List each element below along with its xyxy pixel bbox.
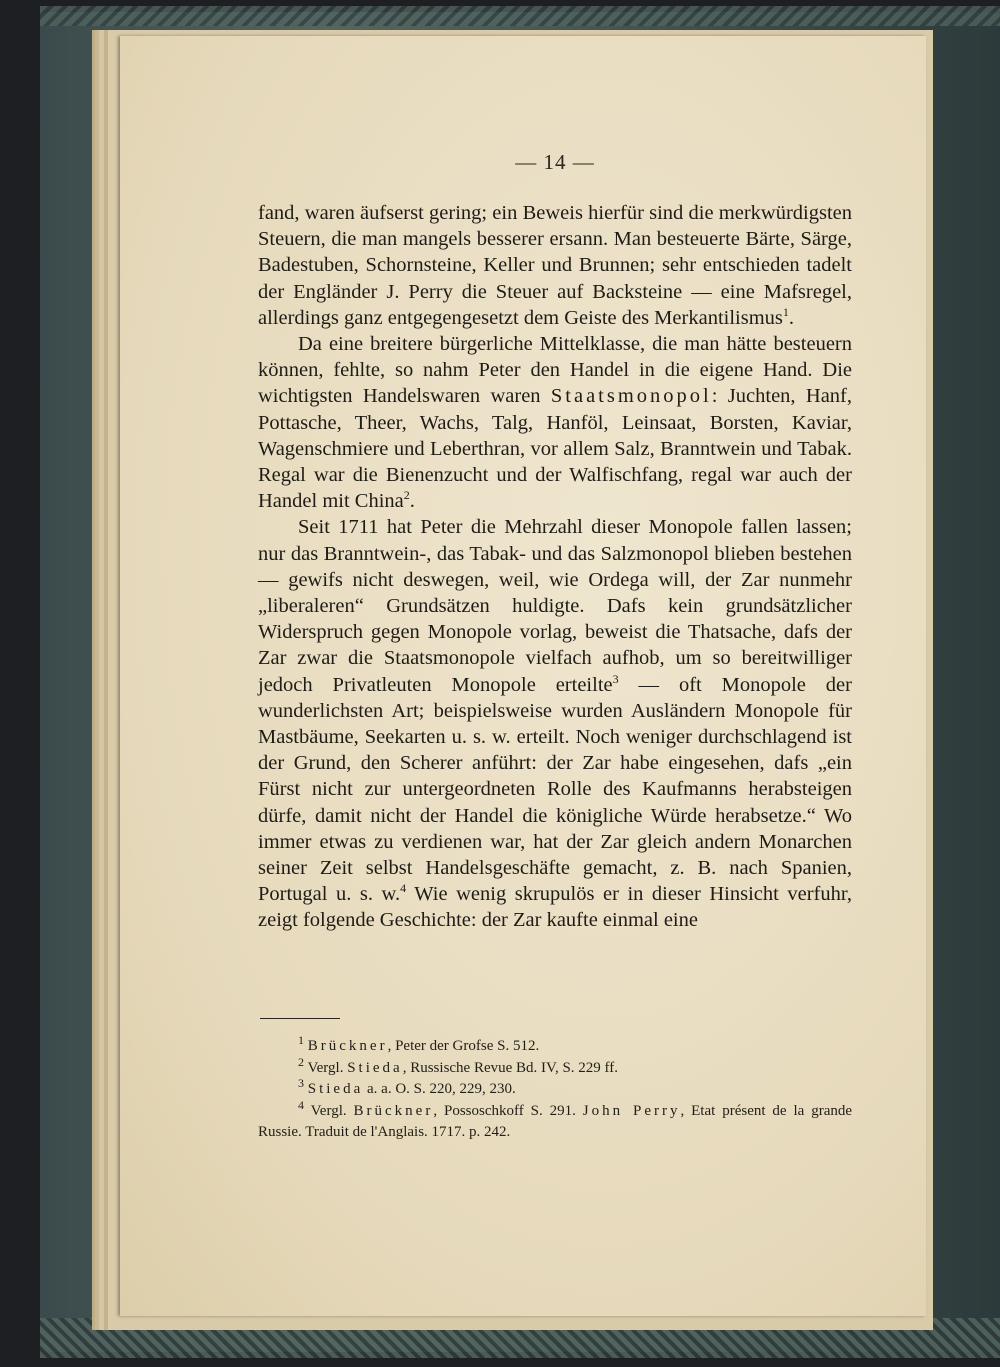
footnote-text: , Possoschkoff S. 291. bbox=[433, 1102, 583, 1119]
footnote-author-2: John Perry bbox=[582, 1102, 681, 1119]
page-number: — 14 — bbox=[515, 150, 595, 174]
footnote-text: , Russische Revue Bd. IV, S. 229 ff. bbox=[402, 1059, 618, 1076]
footnote-author: Brückner bbox=[307, 1038, 388, 1054]
footnote-pre: Vergl. bbox=[310, 1102, 354, 1119]
paragraph-2-end: . bbox=[409, 490, 415, 513]
footnote-author: Stieda bbox=[307, 1081, 364, 1097]
paragraph-1-text: fand, waren äufserst gering; ein Beweis hierfür sind die merkwürdigsten Steuern, die man mangels besserer ersann. Man besteuerte Bärte, Särge, Badestuben, Schornsteine, Keller und Brunnen; sehr entschieden tadelt der Engländer J. Perry die Steuer auf Backsteine — eine Mafsregel, allerdings ganz entgegengesetzt dem Geiste des Merkantilismus bbox=[258, 202, 852, 329]
paragraph-2-text-a: Da eine breitere bürgerliche Mittelklasse, die man hätte besteuern können, fehlte, so nahm Peter den Handel in die eigene Hand. Die wichtigsten Handelswaren waren bbox=[258, 333, 852, 408]
footnote-pre: Vergl. bbox=[307, 1059, 348, 1076]
footnote-mark: 1 bbox=[298, 1033, 304, 1047]
footnote-ref-3: 3 bbox=[612, 671, 619, 686]
footnote-text-2: , Etat présent de la grande Russie. Traduit de l'Anglais. 1717. p. 242. bbox=[258, 1102, 853, 1140]
paragraph-3-text-b: — oft Monopole der wunderlichsten Art; beispielsweise wurden Ausländern Monopole für Mastbäume, Seekarten u. s. w. erteilt. Noch weniger durchschlagend ist der Grund, den Scherer anführt: der Zar habe eingesehen, dafs „ein Fürst nicht zur untergeordneten Rolle des Kaufmanns herabsteigen dürfe, damit nicht der Handel die königliche Würde herabsetze.“ Wo immer etwas zu verdienen war, hat der Zar gleich andern Monarchen seiner Zeit selbst Handelsgeschäfte gemacht, z. B. nach Spanien, Portugal u. s. w. bbox=[258, 673, 852, 906]
paragraph-3 bbox=[258, 514, 852, 933]
footnote-rule bbox=[260, 1018, 340, 1019]
paragraph-3-text-c: Wie wenig skrupulös er in dieser Hinsicht verfuhr, zeigt folgende Geschichte: der Zar kaufte einmal eine bbox=[258, 883, 853, 932]
footnote-author: Brückner bbox=[353, 1102, 434, 1119]
footnote-ref-2: 2 bbox=[403, 488, 410, 503]
footnote-ref-4: 4 bbox=[400, 881, 407, 896]
cover-edge-top bbox=[40, 6, 1000, 26]
footnote-3 bbox=[258, 1076, 852, 1101]
footnote-mark: 4 bbox=[298, 1097, 304, 1112]
footnote-4 bbox=[258, 1097, 853, 1144]
paragraph-2-text-b: : Juchten, Hanf, Pottasche, Theer, Wachs, Talg, Hanföl, Leinsaat, Borsten, Kaviar, Wagenschmiere und Leberthran, vor allem Salz, Branntwein und Tabak. Regal war die Bienenzucht und der Walfischfang, regal war auch der Handel mit China bbox=[258, 385, 852, 513]
footnote-mark: 3 bbox=[298, 1076, 304, 1090]
paragraph-2 bbox=[258, 331, 852, 514]
footnote-1 bbox=[258, 1033, 852, 1058]
body-text bbox=[258, 200, 852, 934]
footnote-mark: 2 bbox=[298, 1054, 304, 1069]
footnote-author: Stieda bbox=[347, 1059, 403, 1076]
paragraph-1 bbox=[258, 200, 852, 331]
paragraph-3-text-a: Seit 1711 hat Peter die Mehrzahl dieser Monopole fallen lassen; nur das Branntwein-, das Tabak- und das Salzmonopol blieben bestehen — gewifs nicht deswegen, weil, wie Ordega will, der Zar nunmehr „liberaleren“ Grundsätzen huldigte. Dafs kein grundsätzlicher Widerspruch gegen Monopole vorlag, beweist die Thatsache, dafs der Zar zwar die Staatsmonopole vielfach aufhob, um so bereitwilliger jedoch Privatleuten Monopole erteilte bbox=[258, 516, 852, 696]
footnotes bbox=[258, 1033, 853, 1144]
footnote-text: a. a. O. S. 220, 229, 230. bbox=[363, 1081, 516, 1097]
paragraph-1-end: . bbox=[788, 306, 794, 329]
footnote-text: , Peter der Grofse S. 512. bbox=[387, 1038, 540, 1054]
paragraph-2-spaced: Staatsmonopol bbox=[550, 385, 712, 408]
footnote-ref-1: 1 bbox=[782, 304, 789, 319]
footnote-2 bbox=[258, 1054, 852, 1080]
